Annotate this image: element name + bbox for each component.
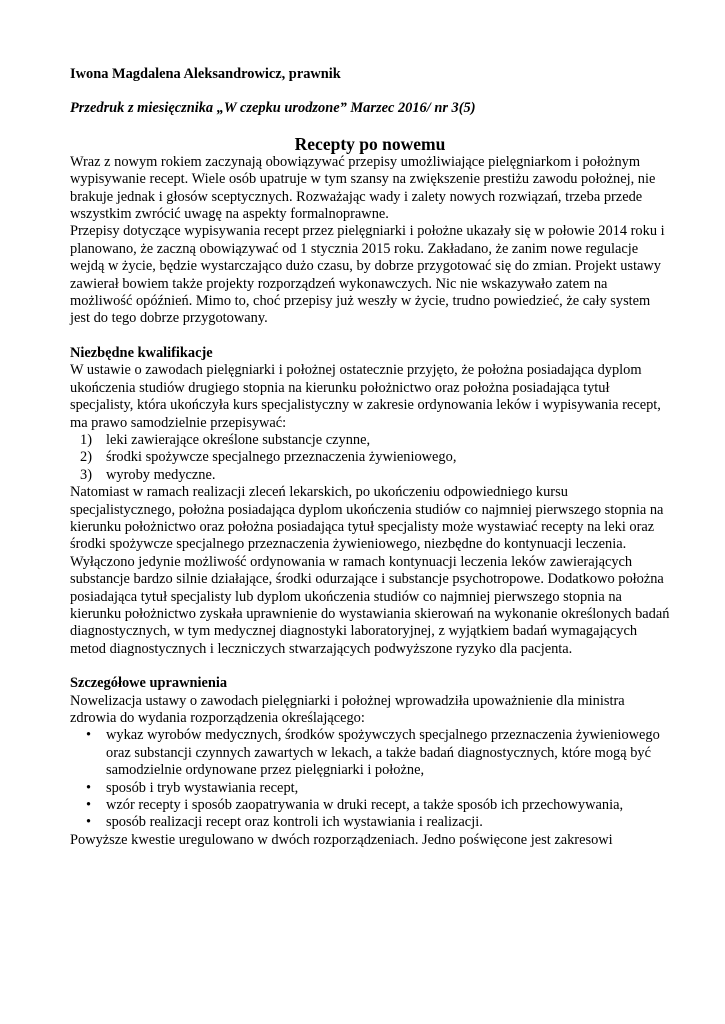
numbered-list-item: [80, 466, 670, 484]
bullet-icon: •: [86, 727, 92, 744]
numbered-list-item: [80, 431, 670, 449]
bullet-icon: •: [86, 779, 92, 796]
list-item-text: wykaz wyrobów medycznych, środków spożywczych specjalnego przeznaczenia żywieniowego oraz substancji czynnych zawartych w lekach, a także badań diagnostycznych, które mogą być samodzielnie ordynowane przez pielęgniarki i położne,: [106, 727, 660, 779]
list-item-text: leki zawierające określone substancje czynne,: [106, 431, 371, 448]
list-number: 1): [80, 431, 92, 448]
permissions-paragraph-2: Powyższe kwestie uregulowano w dwóch rozporządzeniach. Jedno poświęcone jest zakresowi: [70, 831, 613, 848]
bullet-icon: •: [86, 797, 92, 814]
bullet-list-item: [86, 814, 670, 831]
bullet-list-item: [86, 727, 670, 779]
list-number: 2): [80, 449, 92, 466]
qualifications-paragraph-2: Natomiast w ramach realizacji zleceń lekarskich, po ukończeniu odpowiedniego kursu specjalistycznego, położna posiadająca dyplom ukończenia studiów co najmniej pierwszego stopnia na kierunku położnictwo oraz położna posiadająca tytuł specjalisty może wystawiać recepty na leki oraz środki spożywcze specjalnego przeznaczenia żywieniowego, niezbędne do kontynuacji leczenia. Wyłączono jedynie możliwość ordynowania w ramach kontynuacji leczenia leków zawierających substancje bardzo silnie działające, środki odurzające i substancje psychotropowe. Dodatkowo położna posiadająca tytuł specjalisty lub dyplom ukończenia studiów co najmniej pierwszego stopnia na kierunku położnictwo zyskała uprawnienie do wystawiania skierowań na wykonanie określonych badań diagnostycznych, w tym medycznej diagnostyki laboratoryjnej, z wyjątkiem badań wymagających metod diagnostycznych i leczniczych stwarzających podwyższone ryzyko dla pacjenta.: [70, 484, 670, 657]
permissions-bullet-list: [70, 727, 670, 831]
list-item-text: sposób realizacji recept oraz kontroli ich wystawiania i realizacji.: [106, 814, 483, 831]
intro-paragraph-2: Przepisy dotyczące wypisywania recept przez pielęgniarki i położne ukazały się w połowie 2014 roku i planowano, że zaczną obowiązywać od 1 stycznia 2015 roku. Zakładano, że zanim nowe regulacje wejdą w życie, będzie wystarczająco dużo czasu, by dobrze przygotować się do zmian. Projekt ustawy zawierał bowiem także projekty rozporządzeń wykonawczych. Nic nie wskazywało zatem na możliwość opóźnień. Mimo to, choć przepisy już weszły w życie, trudno powiedzieć, że cały system jest do tego dobrze przygotowany.: [70, 223, 665, 327]
list-item-text: wzór recepty i sposób zaopatrywania w druki recept, a także sposób ich przechowywania,: [106, 797, 624, 814]
list-item-text: wyroby medyczne.: [106, 466, 216, 483]
document-page: [70, 66, 670, 849]
list-item-text: sposób i tryb wystawiania recept,: [106, 779, 299, 796]
article-title: Recepty po nowemu: [294, 133, 446, 154]
section-heading-qualifications: Niezbędne kwalifikacje: [70, 344, 213, 361]
bullet-list-item: [86, 797, 670, 814]
numbered-list-item: [80, 449, 670, 466]
qualifications-numbered-list: [70, 432, 670, 484]
intro-paragraph-1: Wraz z nowym rokiem zaczynają obowiązywać przepisy umożliwiające pielęgniarkom i położnym wypisywanie recept. Wiele osób upatruje w tym szansy na zwiększenie prestiżu zawodu położnej, nie brakuje jednak i głosów sceptycznych. Rozważając wady i zalety nowych rozwiązań, trzeba przede wszystkim zwrócić uwagę na aspekty formalnoprawne.: [70, 153, 656, 223]
section-heading-detailed-permissions: Szczegółowe uprawnienia: [70, 675, 228, 692]
list-number: 3): [80, 466, 92, 483]
permissions-paragraph-1: Nowelizacja ustawy o zawodach pielęgniarki i położnej wprowadziła upoważnienie dla ministra zdrowia do wydania rozporządzenia określającego:: [70, 692, 625, 726]
list-item-text: środki spożywcze specjalnego przeznaczenia żywieniowego,: [106, 449, 457, 466]
author-line: Iwona Magdalena Aleksandrowicz, prawnik: [70, 66, 341, 82]
bullet-list-item: [86, 779, 670, 797]
reprint-source-line: Przedruk z miesięcznika „W czepku urodzone” Marzec 2016/ nr 3(5): [70, 100, 476, 117]
qualifications-paragraph-1: W ustawie o zawodach pielęgniarki i położnej ostatecznie przyjęto, że położna posiadająca dyplom ukończenia studiów drugiego stopnia na kierunku położnictwo oraz położna posiadająca tytuł specjalisty, która ukończyła kurs specjalistyczny w zakresie ordynowania leków i wypisywania recept, ma prawo samodzielnie przepisywać:: [70, 362, 661, 431]
bullet-icon: •: [86, 814, 92, 831]
